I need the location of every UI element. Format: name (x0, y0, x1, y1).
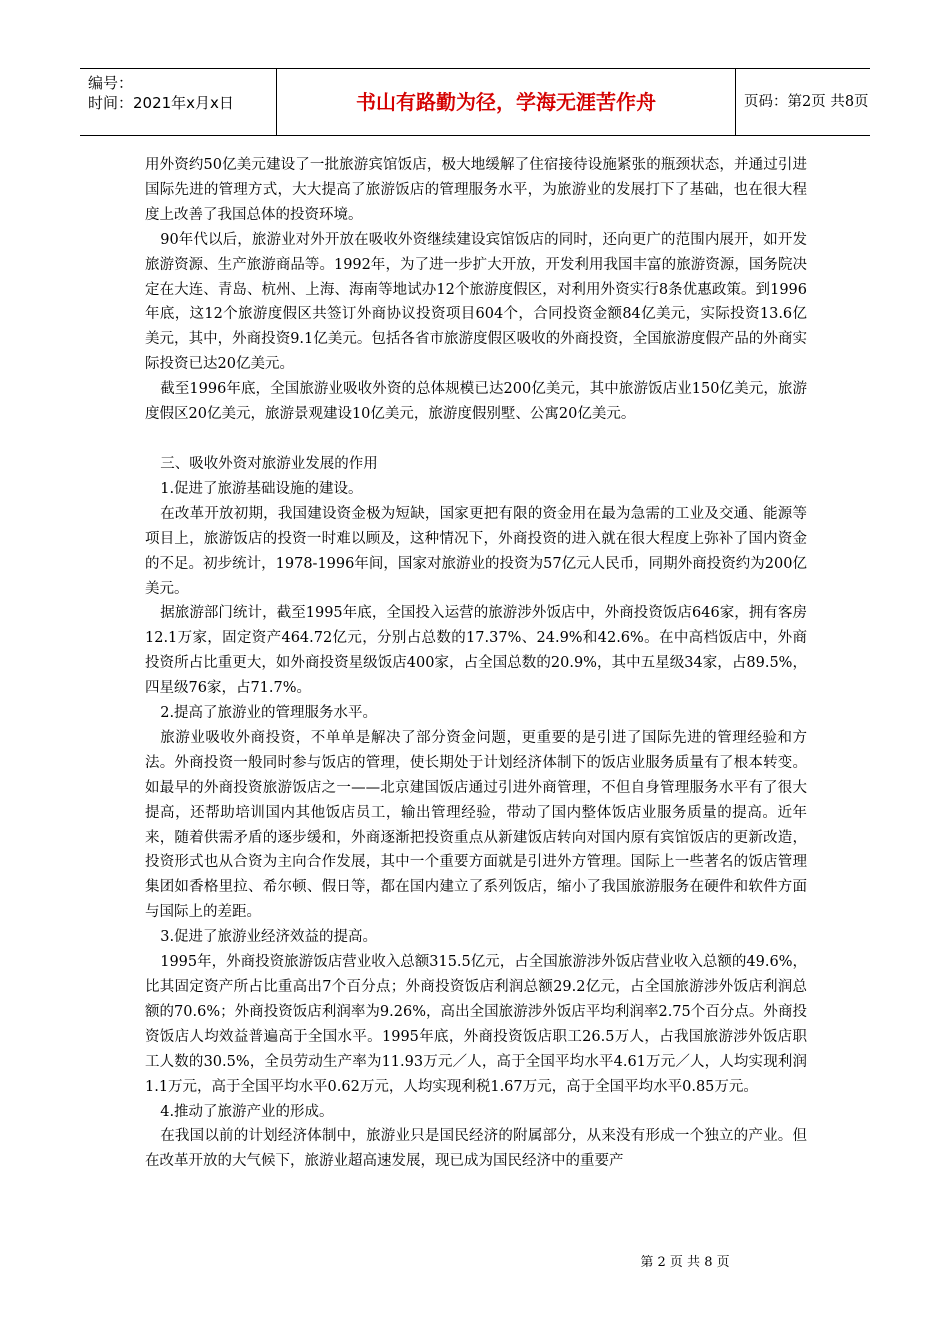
header-meta (80, 69, 277, 135)
section-heading: 三、吸收外资对旅游业发展的作用 (160, 455, 378, 472)
document-body (145, 153, 807, 1174)
subheading: 4.推动了旅游产业的形成。 (160, 1103, 334, 1120)
paragraph: 截至1996年底，全国旅游业吸收外资的总体规模已达200亿美元，其中旅游饭店业150亿美元，旅游度假区20亿美元，旅游景观建设10亿美元，旅游度假别墅、公寓20亿美元。 (145, 381, 807, 423)
paragraph: 1995年，外商投资旅游饭店营业收入总额315.5亿元，占全国旅游涉外饭店营业收入总额的49.6%，比其固定资产所占比重高出7个百分点；外商投资饭店利润总额29.2亿元，占全国旅游涉外饭店利润总额的70.6%；外商投资饭店利润率为9.26%，高出全国旅游涉外饭店平均利润率2.75个百分点。外商投资饭店人均效益普遍高于全国水平。1995年底，外商投资饭店职工26.5万人，占我国旅游涉外饭店职工人数的30.5%，全员劳动生产率为11.93万元／人，高于全国平均水平4.61万元／人，人均实现利润1.1万元，高于全国平均水平0.62万元，人均实现利税1.67万元，高于全国平均水平0.85万元。 (145, 954, 807, 1095)
header-page-cell (736, 69, 870, 135)
subheading: 3.促进了旅游业经济效益的提高。 (160, 929, 378, 946)
paragraph: 在改革开放初期，我国建设资金极为短缺，国家更把有限的资金用在最为急需的工业及交通、能源等项目上，旅游饭店的投资一时难以顾及，这种情况下，外商投资的进入就在很大程度上弥补了国内资金的不足。初步统计，1978-1996年间，国家对旅游业的投资为57亿元人民币，同期外商投资约为200亿美元。 (145, 505, 807, 597)
paragraph: 90年代以后，旅游业对外开放在吸收外资继续建设宾馆饭店的同时，还向更广的范围内展开，如开发旅游资源、生产旅游商品等。1992年，为了进一步扩大开放，开发利用我国丰富的旅游资源，国务院决定在大连、青岛、杭州、上海、海南等地试办12个旅游度假区，对利用外资实行8条优惠政策。到1996年底，这12个旅游度假区共签订外商协议投资项目604个，合同投资金额84亿美元，实际投资13.6亿美元，其中，外商投资9.1亿美元。包括各省市旅游度假区吸收的外商投资，全国旅游度假产品的外商实际投资已达20亿美元。 (145, 231, 807, 373)
paragraph: 旅游业吸收外商投资，不单单是解决了部分资金问题，更重要的是引进了国际先进的管理经验和方法。外商投资一般同时参与饭店的管理，使长期处于计划经济体制下的饭店业服务质量有了根本转变。如最早的外商投资旅游饭店之一——北京建国饭店通过引进外商管理，不但自身管理服务水平有了很大提高，还帮助培训国内其他饭店员工，输出管理经验，带动了国内整体饭店业服务质量的提高。近年来，随着供需矛盾的逐步缓和，外商逐渐把投资重点从新建饭店转向对国内原有宾馆饭店的更新改造，投资形式也从合资为主向合作发展，其中一个重要方面就是引进外方管理。国际上一些著名的饭店管理集团如香格里拉、希尔顿、假日等，都在国内建立了系列饭店，缩小了我国旅游服务在硬件和软件方面与国际上的差距。 (145, 729, 807, 921)
page-footer (0, 1251, 950, 1270)
paragraph: 用外资约50亿美元建设了一批旅游宾馆饭店，极大地缓解了住宿接待设施紧张的瓶颈状态，并通过引进国际先进的管理方式，大大提高了旅游饭店的管理服务水平，为旅游业的发展打下了基础，也在很大程度上改善了我国总体的投资环境。 (145, 157, 807, 223)
date-label: 时间：2021年x月x日 (88, 94, 234, 112)
footer-page-number: 第 2 页 共 8 页 (640, 1255, 730, 1270)
subheading: 2.提高了旅游业的管理服务水平。 (160, 705, 378, 722)
header-motto-cell (277, 69, 736, 135)
paragraph: 据旅游部门统计，截至1995年底，全国投入运营的旅游涉外饭店中，外商投资饭店646家，拥有客房12.1万家，固定资产464.72亿元，分别占总数的17.37%、24.9%和42.6%。在中高档饭店中，外商投资所占比重更大，如外商投资星级饭店400家，占全国总数的20.9%，其中五星级34家，占89.5%，四星级76家，占71.7%。 (145, 605, 807, 697)
number-label: 编号： (88, 74, 134, 92)
page-header (80, 68, 870, 136)
header-motto: 书山有路勤为径，学海无涯苦作舟 (356, 90, 656, 114)
header-page-label: 页码：第2页 共8页 (744, 94, 869, 110)
subheading: 1.促进了旅游基础设施的建设。 (160, 480, 363, 497)
paragraph: 在我国以前的计划经济体制中，旅游业只是国民经济的附属部分，从来没有形成一个独立的产业。但在改革开放的大气候下，旅游业超高速发展，现已成为国民经济中的重要产 (145, 1128, 807, 1170)
